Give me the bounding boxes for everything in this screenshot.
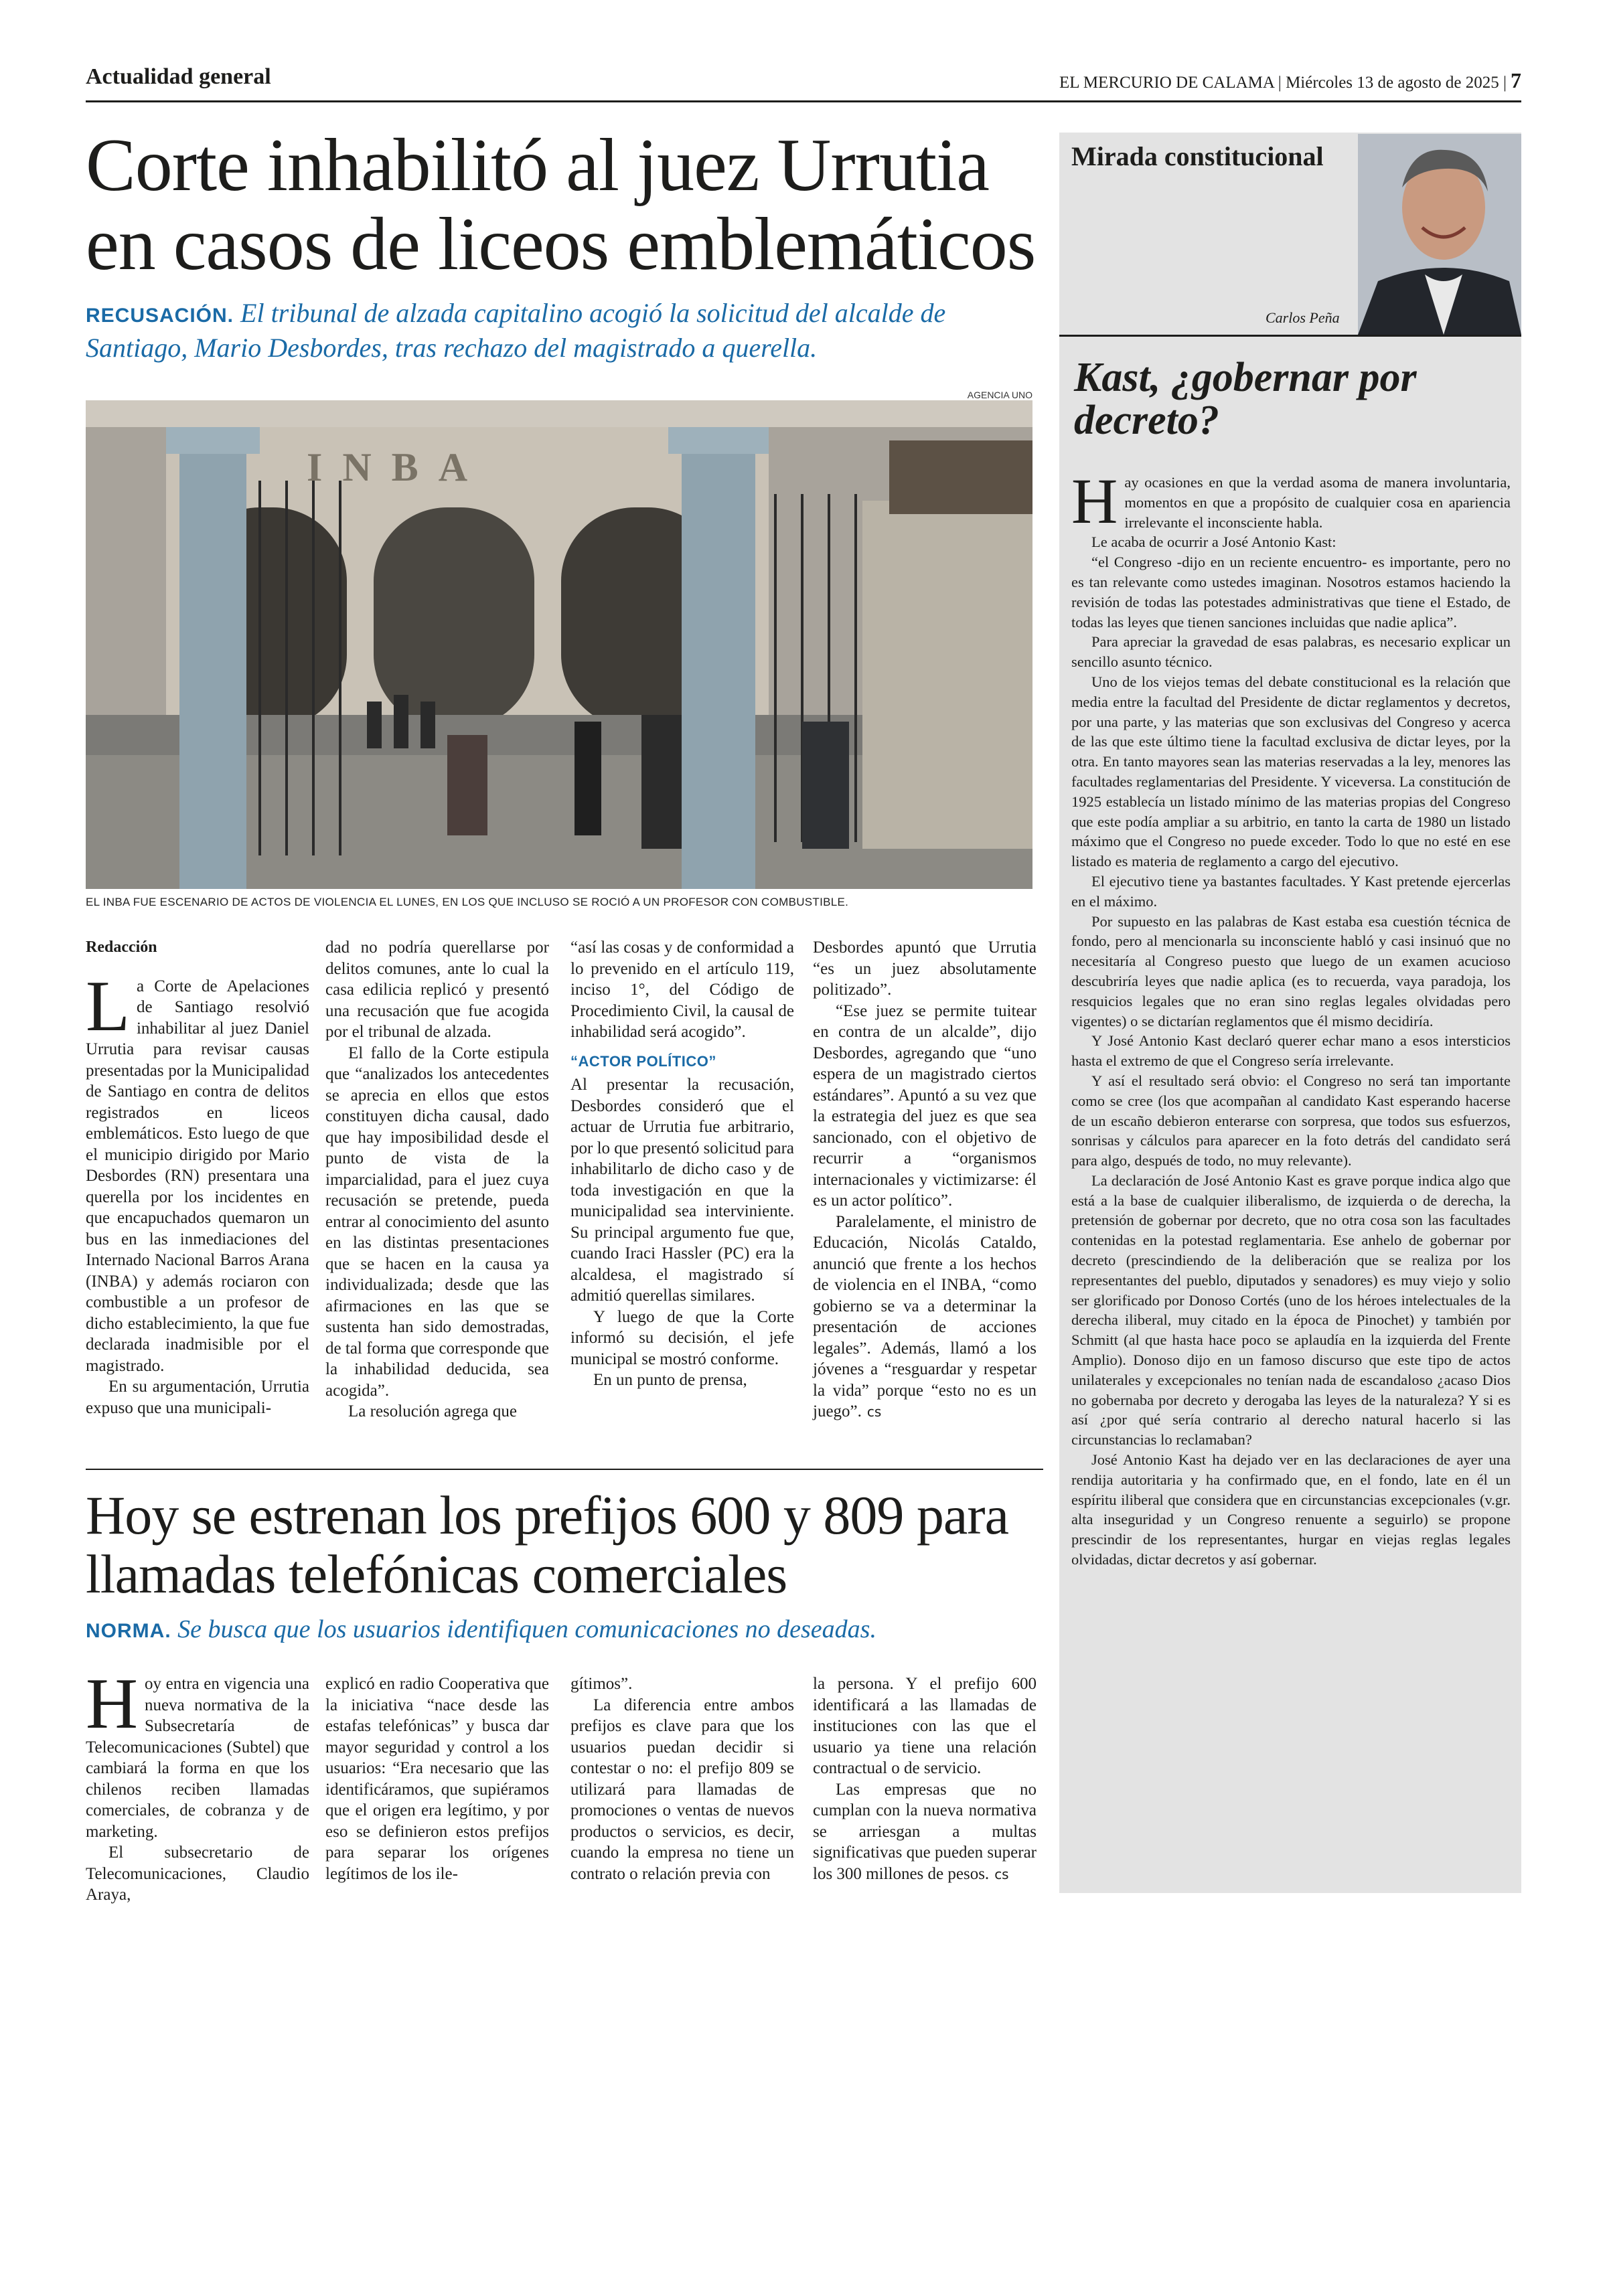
- article1-subhead: “ACTOR POLÍTICO”: [570, 1052, 716, 1070]
- article1-column-1: [86, 937, 309, 1418]
- article2-headline: Hoy se estrenan los prefijos 600 y 809 para llamadas telefónicas comerciales: [86, 1485, 1008, 1605]
- article2-col4-p1: la persona. Y el prefijo 600 identificará a las llamadas de instituciones con las que el usuario ya tiene una relación contractual o de servicio.: [813, 1675, 1037, 1777]
- article2-drop-cap: H: [86, 1664, 138, 1744]
- article1-byline: Redacción: [86, 938, 157, 956]
- article-divider: [86, 1469, 1043, 1470]
- article1-deck-text: El tribunal de alzada capitalino acogió la solicitud del alcalde de Santiago, Mario Desbordes, tras rechazo del magistrado a querella.: [86, 298, 946, 363]
- photo-caption: EL INBA FUE ESCENARIO DE ACTOS DE VIOLENCIA EL LUNES, EN LOS QUE INCLUSO SE ROCIÓ A UN PROFESOR CON COMBUSTIBLE.: [86, 896, 849, 908]
- opinion-p5: Uno de los viejos temas del debate constitucional es la relación que media entre la facultad del Presidente de dictar reglamentos y decretos, por una parte, y las materias que son exclusivas del Congreso y acerca de las que este último tiene la facultad exclusiva de dictar leyes, por la otra. En tanto mayores sean las materias reservadas a la ley, menores las facultades reglamentarias del Presidente. Y viceversa. La constitución de 1925 establecía un listado mínimo de las materias propias del Congreso que este podía ampliar a su arbitrio, en tanto la carta de 1980 un listado máximo que el Congreso no puede exceder. Todo lo que no esté en ese listado es materia de reglamento a cargo del ejecutivo.: [1071, 673, 1511, 870]
- article1-col3-p2: Al presentar la recusación, Desbordes consideró que el actuar de Urrutia fue arbitrario, por lo que presentó solicitud para inhabilitarlo de dicho caso y de toda investigación en que la municipalidad sea interviniente. Su principal argumento fue que, cuando Iraci Hassler (PC) era la alcaldesa, el magistrado sí admitió querellas similares.: [570, 1076, 794, 1305]
- article1-col4-p1: Desbordes apuntó que Urrutia “es un juez absolutamente politizado”.: [813, 938, 1037, 999]
- article2-col1-p2: El subsecretario de Telecomunicaciones, Claudio Araya,: [86, 1843, 309, 1904]
- opinion-column-name: Mirada constitucional: [1071, 141, 1324, 171]
- building-sign: INBA: [307, 445, 488, 489]
- article1-col2-p1: dad no podría querellarse por delitos comunes, ante lo cual la casa edilicia replicó y presentó una recusación que fue acogida por el tribunal de alzada.: [325, 938, 549, 1041]
- opinion-body: [1071, 465, 1511, 1570]
- end-mark-icon: cs: [866, 1404, 882, 1420]
- opinion-rule: [1059, 335, 1521, 337]
- article1-col4-p2: “Ese juez se permite tuitear en contra de un alcalde”, dijo Desbordes, agregando que “uno espera de un magistrado ciertos estándares”. Apuntó a su vez que la estrategia del juez es que sea sancionado, con el objetivo de recurrir a “organismos internacionales y victimizarse: él es un actor político”.: [813, 1001, 1037, 1210]
- article2-column-3: [570, 1673, 794, 1884]
- opinion-p11: José Antonio Kast ha dejado ver en las declaraciones de ayer una rendija autoritaria y ha confirmado que, en el fondo, late en él un espíritu iliberal que considera que en circunstancias excepcionales (v.gr. alta inseguridad y un Congreso renuente a seguirlo) se propone prescindir de los representantes, hurgar en viejas reglas legales olvidadas, dictar decretos y así gobernar.: [1071, 1451, 1511, 1568]
- author-portrait: [1358, 134, 1521, 335]
- opinion-p9: Y así el resultado será obvio: el Congreso no será tan importante como se cree (los que acompañan al candidato Kast esperando hacerse de un escaño debieron enterarse con sorpresa, que todos sus esfuerzos, sonrisas y cálculos para aparecer en la foto detrás del candidato será para algo, después de todo, no muy relevante).: [1071, 1072, 1511, 1169]
- article1-column-3: [570, 937, 794, 1391]
- header-rule: [86, 100, 1521, 102]
- article2-col4-p2: [813, 1779, 1037, 1886]
- article2-column-2: [325, 1673, 549, 1884]
- section-label: Actualidad general: [86, 64, 271, 89]
- masthead-dateline: [1059, 68, 1521, 93]
- article1-deck: [86, 297, 1043, 364]
- article1-col1-p2: En su argumentación, Urrutia expuso que una municipali-: [86, 1378, 309, 1417]
- inba-building-illustration: [86, 400, 1032, 889]
- article1-col3-p4: En un punto de prensa,: [593, 1371, 747, 1389]
- article2-col4-p2-text: Las empresas que no cumplan con la nueva normativa se arriesgan a multas significativas que pueden superar los 300 millones de pesos.: [813, 1780, 1037, 1883]
- article2-col1-p1: oy entra en vigencia una nueva normativa de la Subsecretaría de Telecomunicaciones (Subtel) que cambiará la forma en que los chilenos reciben llamadas comerciales, de cobranza y de marketing.: [86, 1675, 309, 1841]
- opinion-p10: La declaración de José Antonio Kast es grave porque indica algo que está a la base de cualquier iliberalismo, de izquierda o de derecha, la pretensión de gobernar por decreto, que no otra cosa son las facultades contenidas en la potestad reglamentaria. Ese anhelo de gobernar por decreto (prescindiendo de la deliberación que se realiza por los representantes del pueblo, diputados y senadores) es muy viejo y solio ser glorificado por Donoso Cortés (uno de los héroes intelectuales de la derecha iliberal, muy citado en la época de Pinochet) y también por Schmitt (al que hasta hace poco se aplaudía en la izquierda del Frente Amplio). Donoso dijo en un famoso discurso que este tipo de actos unilaterales y excepcionales no tenían nada de escandaloso ¿acaso Dios no gobernaba por decreto y derogaba las leyes de la naturaleza? Y si es así ¿por qué sería contrario al derecho natural hacerlo si las circunstancias lo reclamaban?: [1071, 1171, 1511, 1449]
- article1-col2-p3: La resolución agrega que: [348, 1402, 517, 1420]
- article1-col3-p1: “así las cosas y de conformidad a lo prevenido en el artículo 119, inciso 1°, del Código de Procedimiento Civil, la causal de inhabilidad será acogido”.: [570, 938, 794, 1041]
- article2-deck-text: Se busca que los usuarios identifiquen comunicaciones no deseadas.: [171, 1615, 876, 1643]
- masthead-text: EL MERCURIO DE CALAMA | Miércoles 13 de agosto de 2025 |: [1059, 74, 1507, 92]
- article1-col3-p3: Y luego de que la Corte informó su decisión, el jefe municipal se mostró conforme.: [570, 1307, 794, 1368]
- article1-col1-p1: a Corte de Apelaciones de Santiago resolvió inhabilitar al juez Daniel Urrutia para revisar causas presentadas por la Municipalidad de Santiago en contra de delitos registrados en liceos emblemáticos. Esto luego de que el municipio dirigido por Mario Desbordes (RN) presentara una querella por los incidentes en que encapuchados quemaron un bus en las inmediaciones del Internado Nacional Barros Arana (INBA) y además rociaron con combustible a un profesor de dicho establecimiento, la que fue declarada inadmisible por el magistrado.: [86, 977, 309, 1375]
- article1-photo: [86, 400, 1032, 889]
- article1-kicker: RECUSACIÓN.: [86, 305, 234, 327]
- opinion-p2: Le acaba de ocurrir a José Antonio Kast:: [1091, 534, 1336, 551]
- author-portrait-illustration: [1358, 134, 1521, 335]
- article2-column-4: [813, 1673, 1037, 1885]
- article2-deck: [86, 1615, 1043, 1646]
- opinion-drop-cap: H: [1071, 465, 1118, 537]
- article1-col4-p3: [813, 1212, 1037, 1423]
- opinion-p3: “el Congreso -dijo en un reciente encuentro- es importante, pero no es tan relevante como ustedes imaginan. Nosotros estamos haciendo la revisión de todas las potestades administrativas que tiene el Estado, de todas las leyes que tienen sanciones incluidas que nadie aplica”.: [1071, 554, 1511, 631]
- end-mark-icon: cs: [994, 1866, 1009, 1882]
- article2-kicker: NORMA.: [86, 1620, 171, 1642]
- article1-drop-cap: L: [86, 966, 130, 1046]
- opinion-p7: Por supuesto en las palabras de Kast estaba esa cuestión técnica de fondo, pero al mencionarla su inconsciente habló y casi insinuó que no necesitaría al Congreso puesto que luego de un examen acucioso descubriría leyes que nadie aplica (es to recuerda, vaya paradoja, los resquicios legales que no eran sino reglas legales olvidadas pero vigentes) o se dictarían reglamentos que él mismo decidiría.: [1071, 912, 1511, 1030]
- opinion-p6: El ejecutivo tiene ya bastantes facultades. Y Kast pretende ejercerlas en el máximo.: [1071, 872, 1511, 910]
- photo-credit: AGENCIA UNO: [967, 390, 1032, 400]
- page-number: 7: [1511, 68, 1521, 92]
- article1-column-4: [813, 937, 1037, 1423]
- article2-col2-p1: explicó en radio Cooperativa que la iniciativa “nace desde las estafas telefónicas” y busca dar mayor seguridad y control a los usuarios: “Era necesario que las identificáramos, que supiéramos que el origen era legítimo, y por eso se definieron estos prefijos para separar los orígenes legítimos de los ile-: [325, 1675, 549, 1883]
- opinion-title: Kast, ¿gobernar por decreto?: [1074, 355, 1417, 443]
- article1-column-2: [325, 937, 549, 1422]
- article1-col2-p2: El fallo de la Corte estipula que “analizados los antecedentes se aprecia en ellos que estos constituyen dicha causal, dado que hay imposibilidad desde el punto de vista de la imparcialidad, para el juez cuya recusación se pretende, pueda entrar al conocimiento del asunto en las distintas presentaciones que se hacen en la causa ya individualizada; desde que las afirmaciones en las que se sustenta han sido demostradas, de tal forma que corresponde que la inhabilidad deducida, sea acogida”.: [325, 1044, 549, 1400]
- opinion-p1: ay ocasiones en que la verdad asoma de manera involuntaria, momentos en que a propósito de cualquier cosa en apariencia irrelevante el inconsciente habla.: [1124, 474, 1511, 531]
- article2-col3-p2: La diferencia entre ambos prefijos es clave para que los usuarios puedan decidir si contestar o no: el prefijo 809 se utilizará para llamadas de promociones o ventas de nuevos productos o servicios, es decir, cuando la empresa no tiene un contrato o relación previa con: [570, 1696, 794, 1883]
- article1-headline: Corte inhabilitó al juez Urrutia en casos de liceos emblemáticos: [86, 124, 1036, 286]
- article2-col3-p1: gítimos”.: [570, 1675, 633, 1693]
- author-name: Carlos Peña: [1266, 309, 1340, 326]
- opinion-p4: Para apreciar la gravedad de esas palabras, es necesario explicar un sencillo asunto técnico.: [1071, 633, 1511, 671]
- article2-column-1: [86, 1664, 309, 1906]
- article1-col4-p3-text: Paralelamente, el ministro de Educación, Nicolás Cataldo, anunció que frente a los hechos de violencia en el INBA, “como gobierno se va a determinar la presentación de acciones legales”. Además, llamó a los jóvenes a “resguardar y respetar la vida” porque “esto no es un juego”.: [813, 1212, 1037, 1420]
- opinion-p8: Y José Antonio Kast declaró querer echar mano a esos intersticios hasta el extremo de que el Congreso sería irrelevante.: [1071, 1032, 1511, 1070]
